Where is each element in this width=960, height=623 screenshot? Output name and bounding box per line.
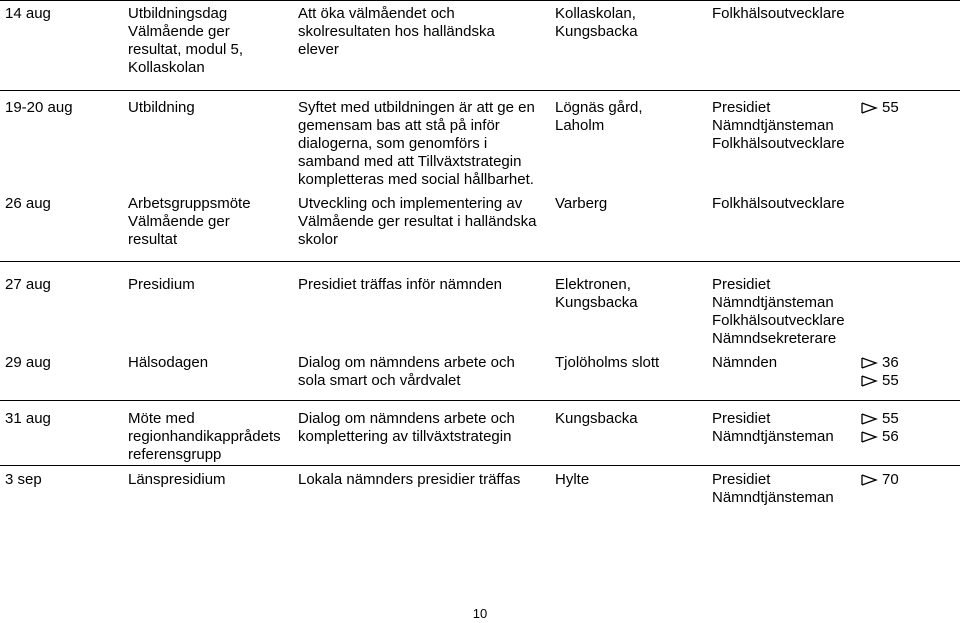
- reference-number: 70: [882, 471, 899, 488]
- activity-cell: [128, 5, 243, 77]
- participants-line: Folkhälsoutvecklare: [712, 135, 845, 152]
- place-line: Kungsbacka: [555, 410, 638, 427]
- participants-cell: [712, 354, 777, 372]
- purpose-line: samband med att Tillväxtstrategin: [298, 153, 522, 170]
- participants-cell: [712, 99, 845, 153]
- arrow-right-icon: [860, 99, 882, 117]
- activity-line: referensgrupp: [128, 446, 222, 463]
- purpose-line: Lokala nämnders presidier träffas: [298, 471, 521, 488]
- activity-line: resultat: [128, 231, 178, 248]
- purpose-line: Syftet med utbildningen är att ge en: [298, 99, 535, 116]
- activity-cell: [128, 276, 195, 294]
- place-line: Elektronen,: [555, 276, 631, 293]
- place-line: Tjolöholms slott: [555, 354, 660, 371]
- reference-cell: [860, 410, 899, 446]
- place-cell: [555, 5, 638, 41]
- reference-item: [860, 410, 899, 428]
- purpose-line: dialogerna, som genomförs i: [298, 135, 488, 152]
- purpose-cell: [298, 195, 536, 249]
- participants-line: Nämndtjänsteman: [712, 117, 834, 134]
- reference-number: 55: [882, 372, 899, 389]
- purpose-line: kompletteras med social hållbarhet.: [298, 171, 534, 188]
- place-line: Hylte: [555, 471, 590, 488]
- purpose-cell: [298, 99, 535, 189]
- activity-line: resultat, modul 5,: [128, 41, 244, 58]
- participants-line: Nämndsekreterare: [712, 330, 837, 347]
- purpose-cell: [298, 471, 520, 489]
- participants-line: Folkhälsoutvecklare: [712, 5, 845, 22]
- activity-line: regionhandikapprådets: [128, 428, 281, 445]
- place-cell: [555, 195, 607, 213]
- participants-line: Folkhälsoutvecklare: [712, 195, 845, 212]
- reference-cell: [860, 99, 899, 117]
- date-cell: 14 aug: [5, 5, 51, 22]
- reference-item: [860, 372, 899, 390]
- participants-line: Presidiet: [712, 99, 771, 116]
- activity-line: Arbetsgruppsmöte: [128, 195, 251, 212]
- participants-line: Folkhälsoutvecklare: [712, 312, 845, 329]
- row-separator: [0, 465, 960, 466]
- activity-line: Hälsodagen: [128, 354, 209, 371]
- reference-item: [860, 354, 899, 372]
- purpose-line: skolor: [298, 231, 339, 248]
- activity-cell: [128, 354, 208, 372]
- participants-line: Nämndtjänsteman: [712, 489, 834, 506]
- participants-cell: [712, 195, 845, 213]
- participants-line: Presidiet: [712, 276, 771, 293]
- purpose-line: komplettering av tillväxtstrategin: [298, 428, 512, 445]
- reference-item: [860, 471, 899, 489]
- participants-line: Nämnden: [712, 354, 778, 371]
- arrow-right-icon: [860, 471, 882, 489]
- activity-line: Möte med: [128, 410, 195, 427]
- participants-line: Nämndtjänsteman: [712, 428, 834, 445]
- place-cell: [555, 276, 638, 312]
- date-cell: 19-20 aug: [5, 99, 73, 116]
- participants-cell: [712, 276, 845, 348]
- place-line: Laholm: [555, 117, 605, 134]
- row-separator: [0, 261, 960, 262]
- activity-cell: [128, 410, 281, 464]
- participants-line: Presidiet: [712, 471, 771, 488]
- row-separator: [0, 0, 960, 1]
- purpose-cell: [298, 5, 495, 59]
- reference-number: 55: [882, 410, 899, 427]
- activity-line: Utbildning: [128, 99, 195, 116]
- place-line: Kungsbacka: [555, 294, 638, 311]
- date-cell: 31 aug: [5, 410, 51, 427]
- place-line: Lögnäs gård,: [555, 99, 643, 116]
- place-line: Kungsbacka: [555, 23, 638, 40]
- place-cell: [555, 354, 659, 372]
- reference-number: 56: [882, 428, 899, 445]
- purpose-cell: [298, 410, 515, 446]
- page-number: 10: [472, 606, 488, 621]
- purpose-line: Att öka välmåendet och: [298, 5, 455, 22]
- activity-line: Presidium: [128, 276, 195, 293]
- purpose-line: Dialog om nämndens arbete och: [298, 354, 515, 371]
- purpose-line: Utveckling och implementering av: [298, 195, 523, 212]
- place-cell: [555, 471, 589, 489]
- purpose-line: Presidiet träffas inför nämnden: [298, 276, 503, 293]
- arrow-right-icon: [860, 354, 882, 372]
- place-cell: [555, 99, 643, 135]
- participants-line: Nämndtjänsteman: [712, 294, 834, 311]
- purpose-line: Välmående ger resultat i halländska: [298, 213, 537, 230]
- activity-cell: [128, 99, 195, 117]
- date-cell: 29 aug: [5, 354, 51, 371]
- reference-item: [860, 99, 899, 117]
- row-separator: [0, 400, 960, 401]
- purpose-line: Dialog om nämndens arbete och: [298, 410, 515, 427]
- participants-line: Presidiet: [712, 410, 771, 427]
- place-line: Varberg: [555, 195, 608, 212]
- purpose-line: skolresultaten hos halländska: [298, 23, 495, 40]
- participants-cell: [712, 471, 834, 507]
- activity-cell: [128, 195, 251, 249]
- activity-line: Kollaskolan: [128, 59, 205, 76]
- reference-number: 36: [882, 354, 899, 371]
- date-cell: 3 sep: [5, 471, 42, 488]
- activity-line: Välmående ger: [128, 213, 230, 230]
- place-cell: [555, 410, 638, 428]
- purpose-line: elever: [298, 41, 339, 58]
- purpose-cell: [298, 276, 502, 294]
- row-separator: [0, 90, 960, 91]
- date-cell: 27 aug: [5, 276, 51, 293]
- reference-item: [860, 428, 899, 446]
- reference-number: 55: [882, 99, 899, 116]
- reference-cell: [860, 354, 899, 390]
- purpose-line: gemensam bas att stå på inför: [298, 117, 500, 134]
- purpose-cell: [298, 354, 515, 390]
- arrow-right-icon: [860, 428, 882, 446]
- participants-cell: [712, 5, 845, 23]
- participants-cell: [712, 410, 834, 446]
- activity-line: Utbildningsdag: [128, 5, 228, 22]
- date-cell: 26 aug: [5, 195, 51, 212]
- activity-line: Välmående ger: [128, 23, 230, 40]
- activity-cell: [128, 471, 226, 489]
- activity-line: Länspresidium: [128, 471, 226, 488]
- place-line: Kollaskolan,: [555, 5, 636, 22]
- arrow-right-icon: [860, 410, 882, 428]
- purpose-line: sola smart och vårdvalet: [298, 372, 461, 389]
- reference-cell: [860, 471, 899, 489]
- arrow-right-icon: [860, 372, 882, 390]
